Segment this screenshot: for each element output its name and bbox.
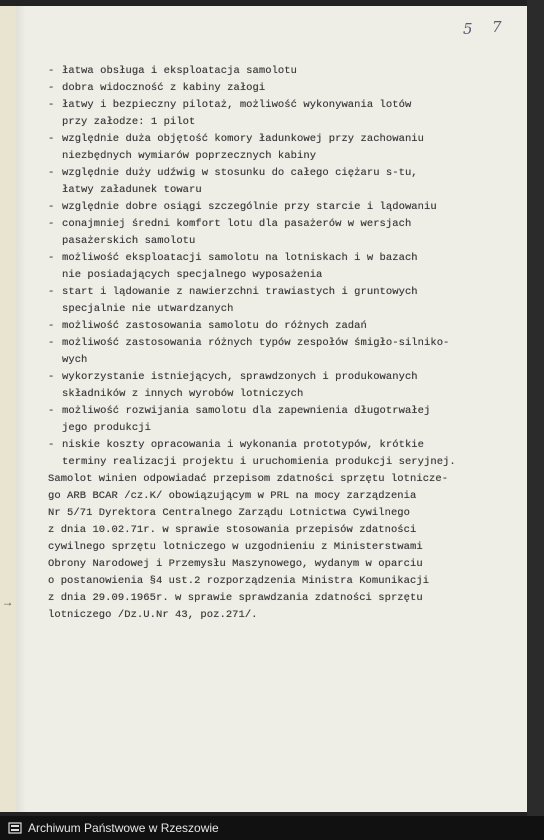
bullet-dash: - [48, 439, 55, 451]
list-item-line: względnie duża objętość komory ładunkowej przy zachowaniu [62, 133, 425, 145]
paragraph-line: Samolot winien odpowiadać przepisom zdatności sprzętu lotnicze- [48, 473, 449, 485]
list-item-line: jego produkcji [62, 422, 151, 434]
list-item-line: niskie koszty opracowania i wykonania prototypów, krótkie [62, 439, 425, 451]
list-item-line: specjalnie nie utwardzanych [62, 303, 234, 315]
archive-name: Archiwum Państwowe w Rzeszowie [28, 821, 219, 835]
list-item [48, 216, 508, 250]
list-item-line: conajmniej średni komfort lotu dla pasażerów w wersjach [62, 218, 412, 230]
document-body [48, 63, 508, 624]
page-shadow [16, 6, 26, 812]
list-item [48, 437, 508, 471]
list-item [48, 80, 508, 97]
list-item-line: łatwy załadunek towaru [62, 184, 202, 196]
paragraph-line: go ARB BCAR /cz.K/ obowiązującym w PRL na mocy zarządzenia [48, 490, 417, 502]
list-item [48, 199, 508, 216]
list-item-line: możliwość zastosowania różnych typów zespołów śmigło-silniko- [62, 337, 450, 349]
bullet-dash: - [48, 405, 55, 417]
bullet-dash: - [48, 286, 55, 298]
bullet-dash: - [48, 252, 55, 264]
list-item-line: nie posiadających specjalnego wyposażenia [62, 269, 323, 281]
requirements-list [48, 63, 508, 471]
archive-logo-icon [8, 821, 22, 835]
list-item [48, 318, 508, 335]
list-item-line: przy załodze: 1 pilot [62, 116, 196, 128]
list-item-line: łatwy i bezpieczny pilotaż, możliwość wykonywania lotów [62, 99, 412, 111]
margin-tick-mark: → [4, 596, 12, 610]
list-item-line: pasażerskich samolotu [62, 235, 196, 247]
list-item-line: możliwość eksploatacji samolotu na lotniskach i w bazach [62, 252, 418, 264]
paragraph-line: Obrony Narodowej i Przemysłu Maszynowego, wydanym w oparciu [48, 558, 423, 570]
paragraph-line: cywilnego sprzętu lotniczego w uzgodnieniu z Ministerstwami [48, 541, 423, 553]
list-item-line: możliwość zastosowania samolotu do różnych zadań [62, 320, 367, 332]
bullet-dash: - [48, 99, 55, 111]
bullet-dash: - [48, 201, 55, 213]
bullet-dash: - [48, 218, 55, 230]
list-item-line: względnie dobre osiągi szczególnie przy starcie i lądowaniu [62, 201, 437, 213]
list-item-line: niezbędnych wymiarów poprzecznych kabiny [62, 150, 317, 162]
list-item [48, 165, 508, 199]
list-item-line: dobra widoczność z kabiny załogi [62, 82, 266, 94]
bullet-dash: - [48, 320, 55, 332]
list-item-line: składników z innych wyrobów lotniczych [62, 388, 304, 400]
paragraph-line: o postanowienia §4 ust.2 rozporządzenia Ministra Komunikacji [48, 575, 430, 587]
paragraph-line: z dnia 10.02.71r. w sprawie stosowania przepisów zdatności [48, 524, 417, 536]
list-item-line: wych [62, 354, 88, 366]
scan-right-border [527, 0, 544, 816]
bullet-dash: - [48, 133, 55, 145]
paragraph-line: Nr 5/71 Dyrektora Centralnego Zarządu Lotnictwa Cywilnego [48, 507, 411, 519]
archive-footer [0, 816, 544, 840]
paragraph-line: z dnia 29.09.1965r. w sprawie sprawdzania zdatności sprzętu [48, 592, 423, 604]
list-item-line: łatwa obsługa i eksploatacja samolotu [62, 65, 297, 77]
list-item [48, 369, 508, 403]
page-binding-edge [0, 6, 17, 812]
list-item-line: wykorzystanie istniejących, sprawdzonych i produkowanych [62, 371, 418, 383]
list-item-line: względnie duży udźwig w stosunku do całego ciężaru s-tu, [62, 167, 418, 179]
bullet-dash: - [48, 65, 55, 77]
list-item [48, 250, 508, 284]
list-item [48, 63, 508, 80]
list-item-line: możliwość rozwijania samolotu dla zapewnienia długotrwałej [62, 405, 431, 417]
bullet-dash: - [48, 167, 55, 179]
list-item [48, 284, 508, 318]
list-item-line: start i lądowanie z nawierzchni trawiastych i gruntowych [62, 286, 418, 298]
list-item [48, 335, 508, 369]
list-item [48, 131, 508, 165]
list-item-line: terminy realizacji projektu i uruchomienia produkcji seryjnej. [62, 456, 456, 468]
bullet-dash: - [48, 82, 55, 94]
bullet-dash: - [48, 371, 55, 383]
paragraph-line: lotniczego /Dz.U.Nr 43, poz.271/. [48, 609, 258, 621]
folio-number-handwritten-secondary: 7 [492, 18, 502, 36]
bullet-dash: - [48, 337, 55, 349]
folio-number-handwritten: 5 [463, 20, 473, 38]
list-item [48, 403, 508, 437]
certification-paragraph [48, 471, 508, 624]
list-item [48, 97, 508, 131]
